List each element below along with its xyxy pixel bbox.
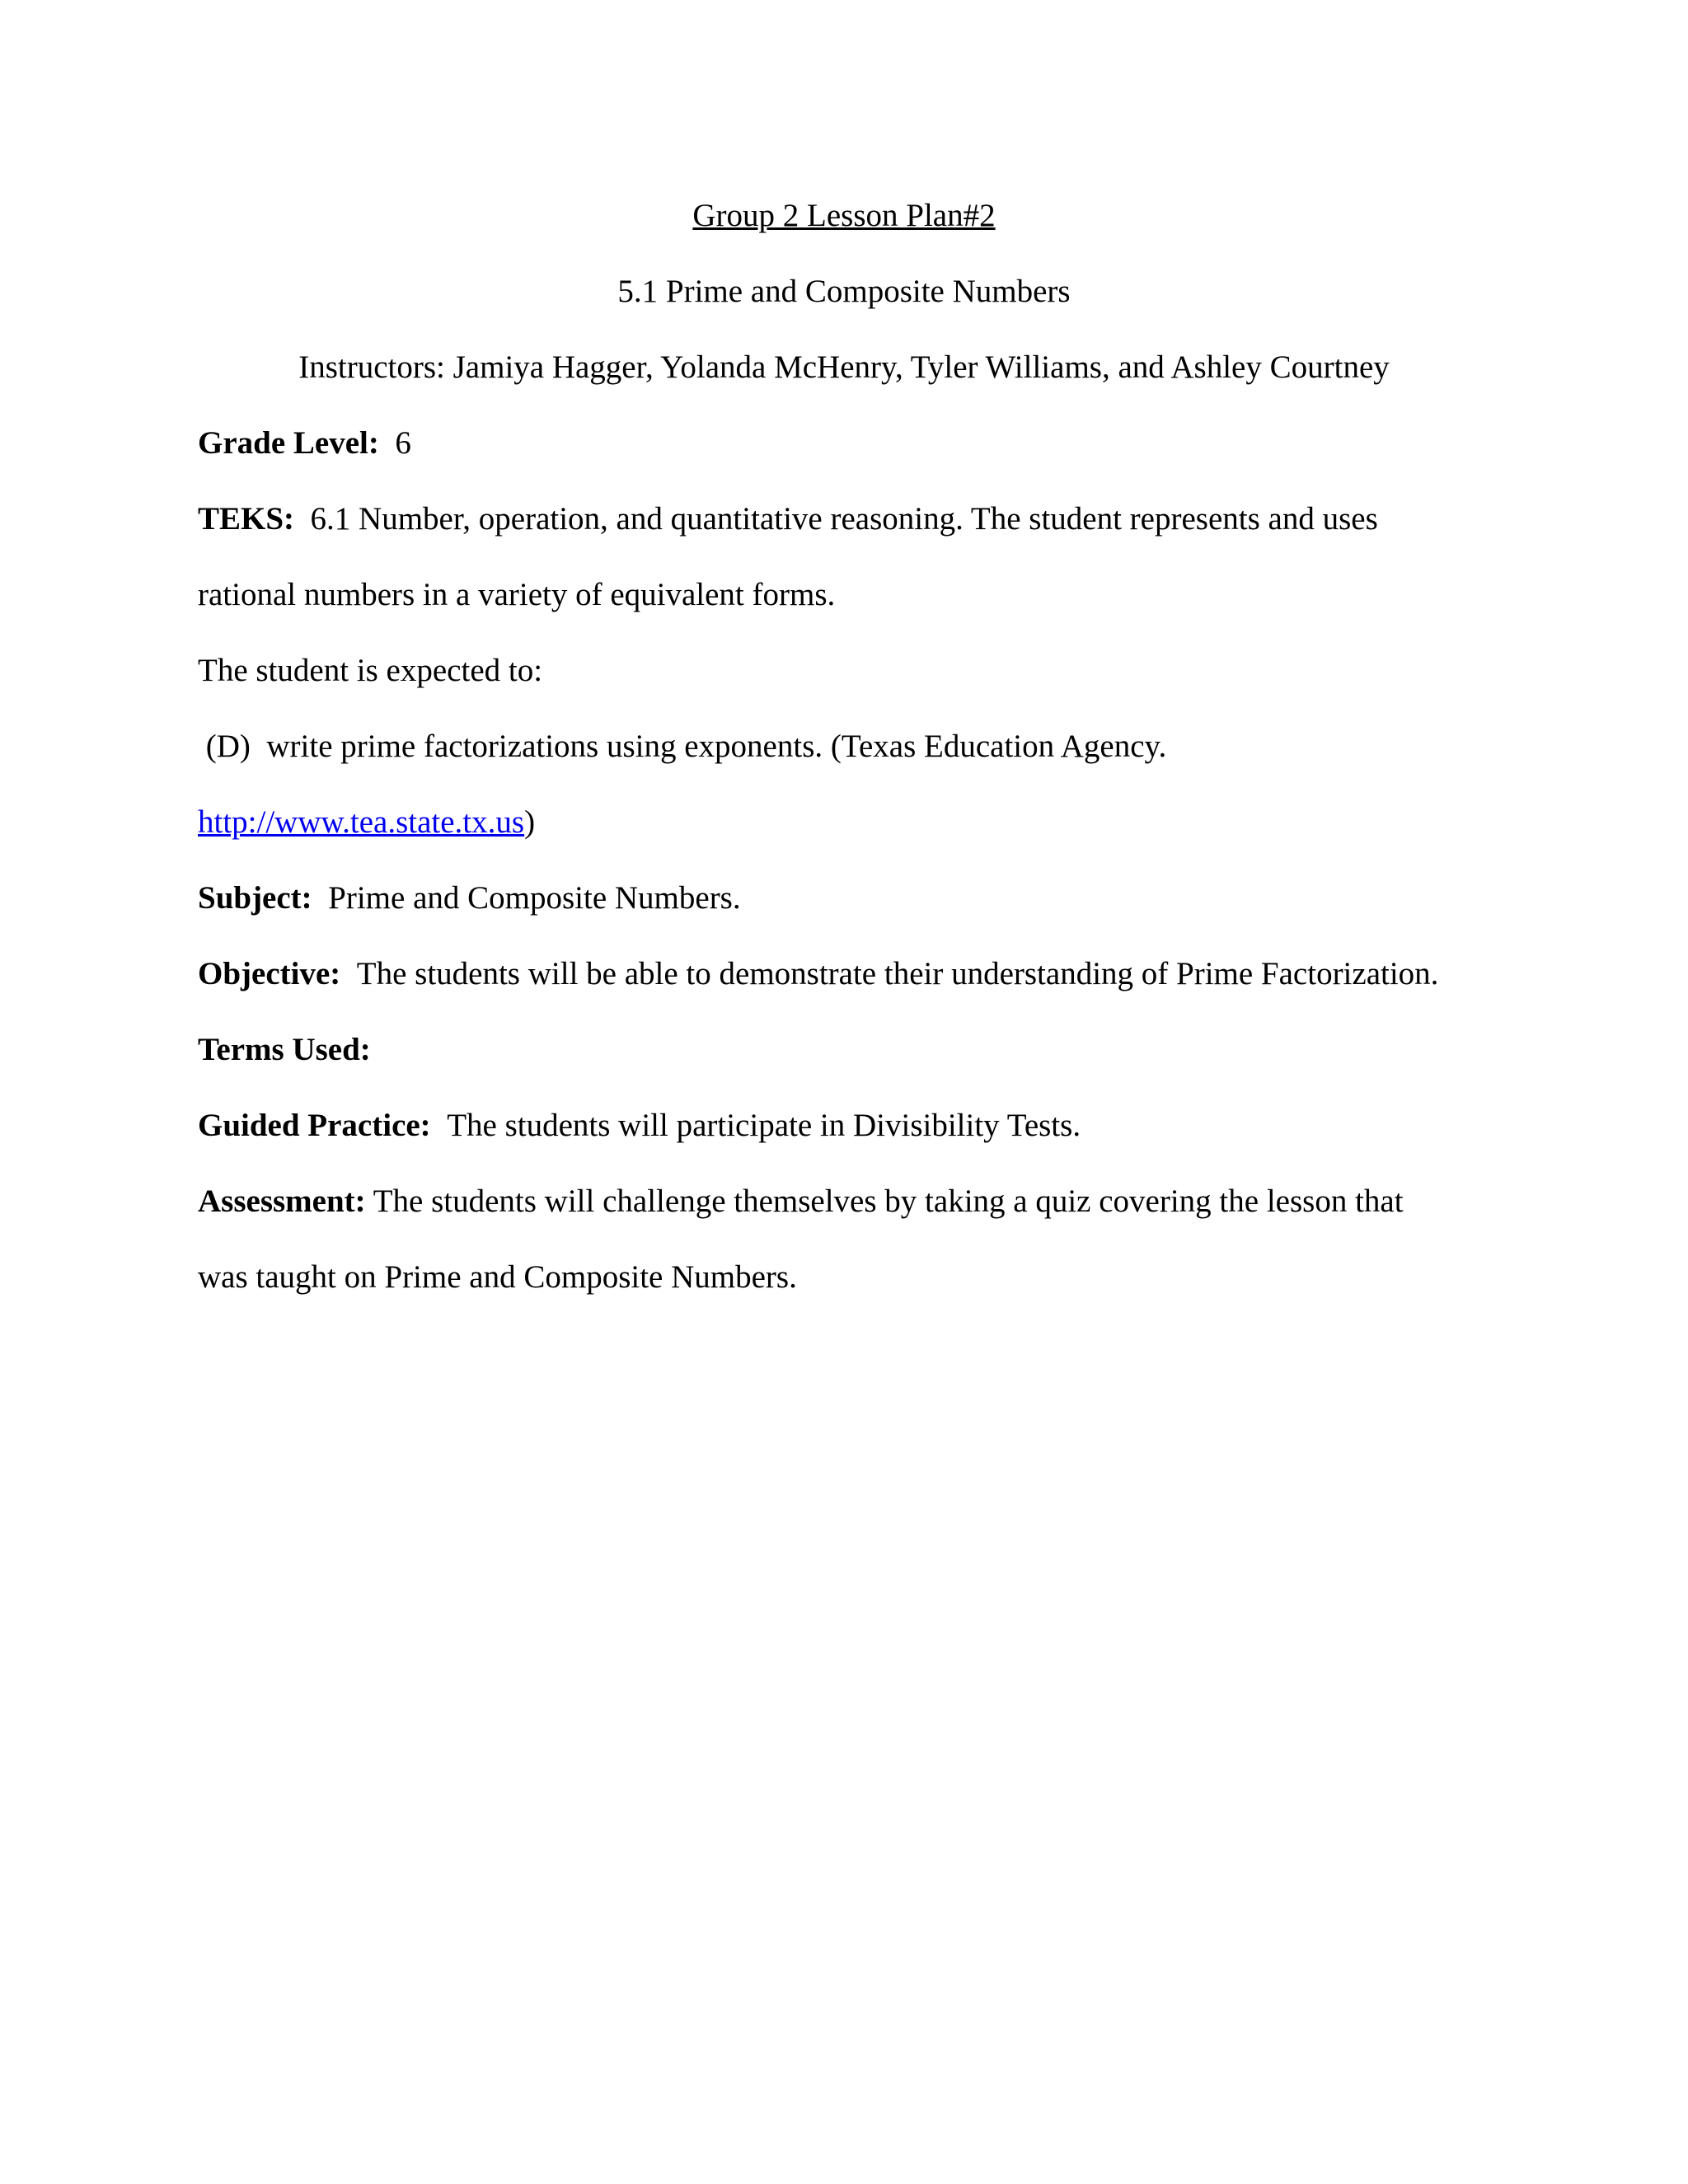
assessment-label: Assessment: — [198, 1183, 366, 1219]
guided-practice-row — [198, 1106, 1081, 1146]
teks-text-line1: 6.1 Number, operation, and quantitative reasoning. The student represents and uses — [310, 501, 1378, 537]
subject-value: Prime and Composite Numbers. — [328, 880, 741, 916]
lesson-subtitle: 5.1 Prime and Composite Numbers — [617, 274, 1071, 309]
terms-row — [198, 1030, 371, 1070]
grade-level-label: Grade Level: — [198, 425, 379, 461]
grade-level-row — [198, 424, 411, 463]
subject-row — [198, 879, 741, 918]
document-title: Group 2 Lesson Plan#2 — [692, 198, 996, 233]
assessment-text-line2: was taught on Prime and Composite Numbers. — [198, 1259, 797, 1295]
teks-text-line2: rational numbers in a variety of equivalent forms. — [198, 577, 836, 612]
guided-practice-value: The students will participate in Divisibility Tests. — [447, 1108, 1081, 1143]
subject-label: Subject: — [198, 880, 312, 916]
source-link-row — [198, 803, 535, 842]
tea-link[interactable]: http://www.tea.state.tx.us — [198, 804, 525, 840]
guided-practice-label: Guided Practice: — [198, 1108, 431, 1143]
teks-row — [198, 499, 1378, 539]
teks-label: TEKS: — [198, 501, 295, 537]
assessment-text-line1: The students will challenge themselves by taking a quiz covering the lesson that — [373, 1183, 1404, 1219]
objective-value: The students will be able to demonstrate their understanding of Prime Factorization. — [356, 956, 1439, 991]
assessment-row — [198, 1182, 1404, 1221]
instructors-line: Instructors: Jamiya Hagger, Yolanda McHenry, Tyler Williams, and Ashley Courtney — [298, 349, 1390, 385]
link-close-paren: ) — [524, 804, 536, 840]
teks-item-d: (D) write prime factorizations using exponents. (Texas Education Agency. — [198, 729, 1167, 764]
objective-row — [198, 954, 1438, 994]
objective-label: Objective: — [198, 956, 341, 991]
grade-level-value: 6 — [395, 425, 411, 461]
terms-label: Terms Used: — [198, 1032, 371, 1067]
expected-text: The student is expected to: — [198, 653, 543, 688]
